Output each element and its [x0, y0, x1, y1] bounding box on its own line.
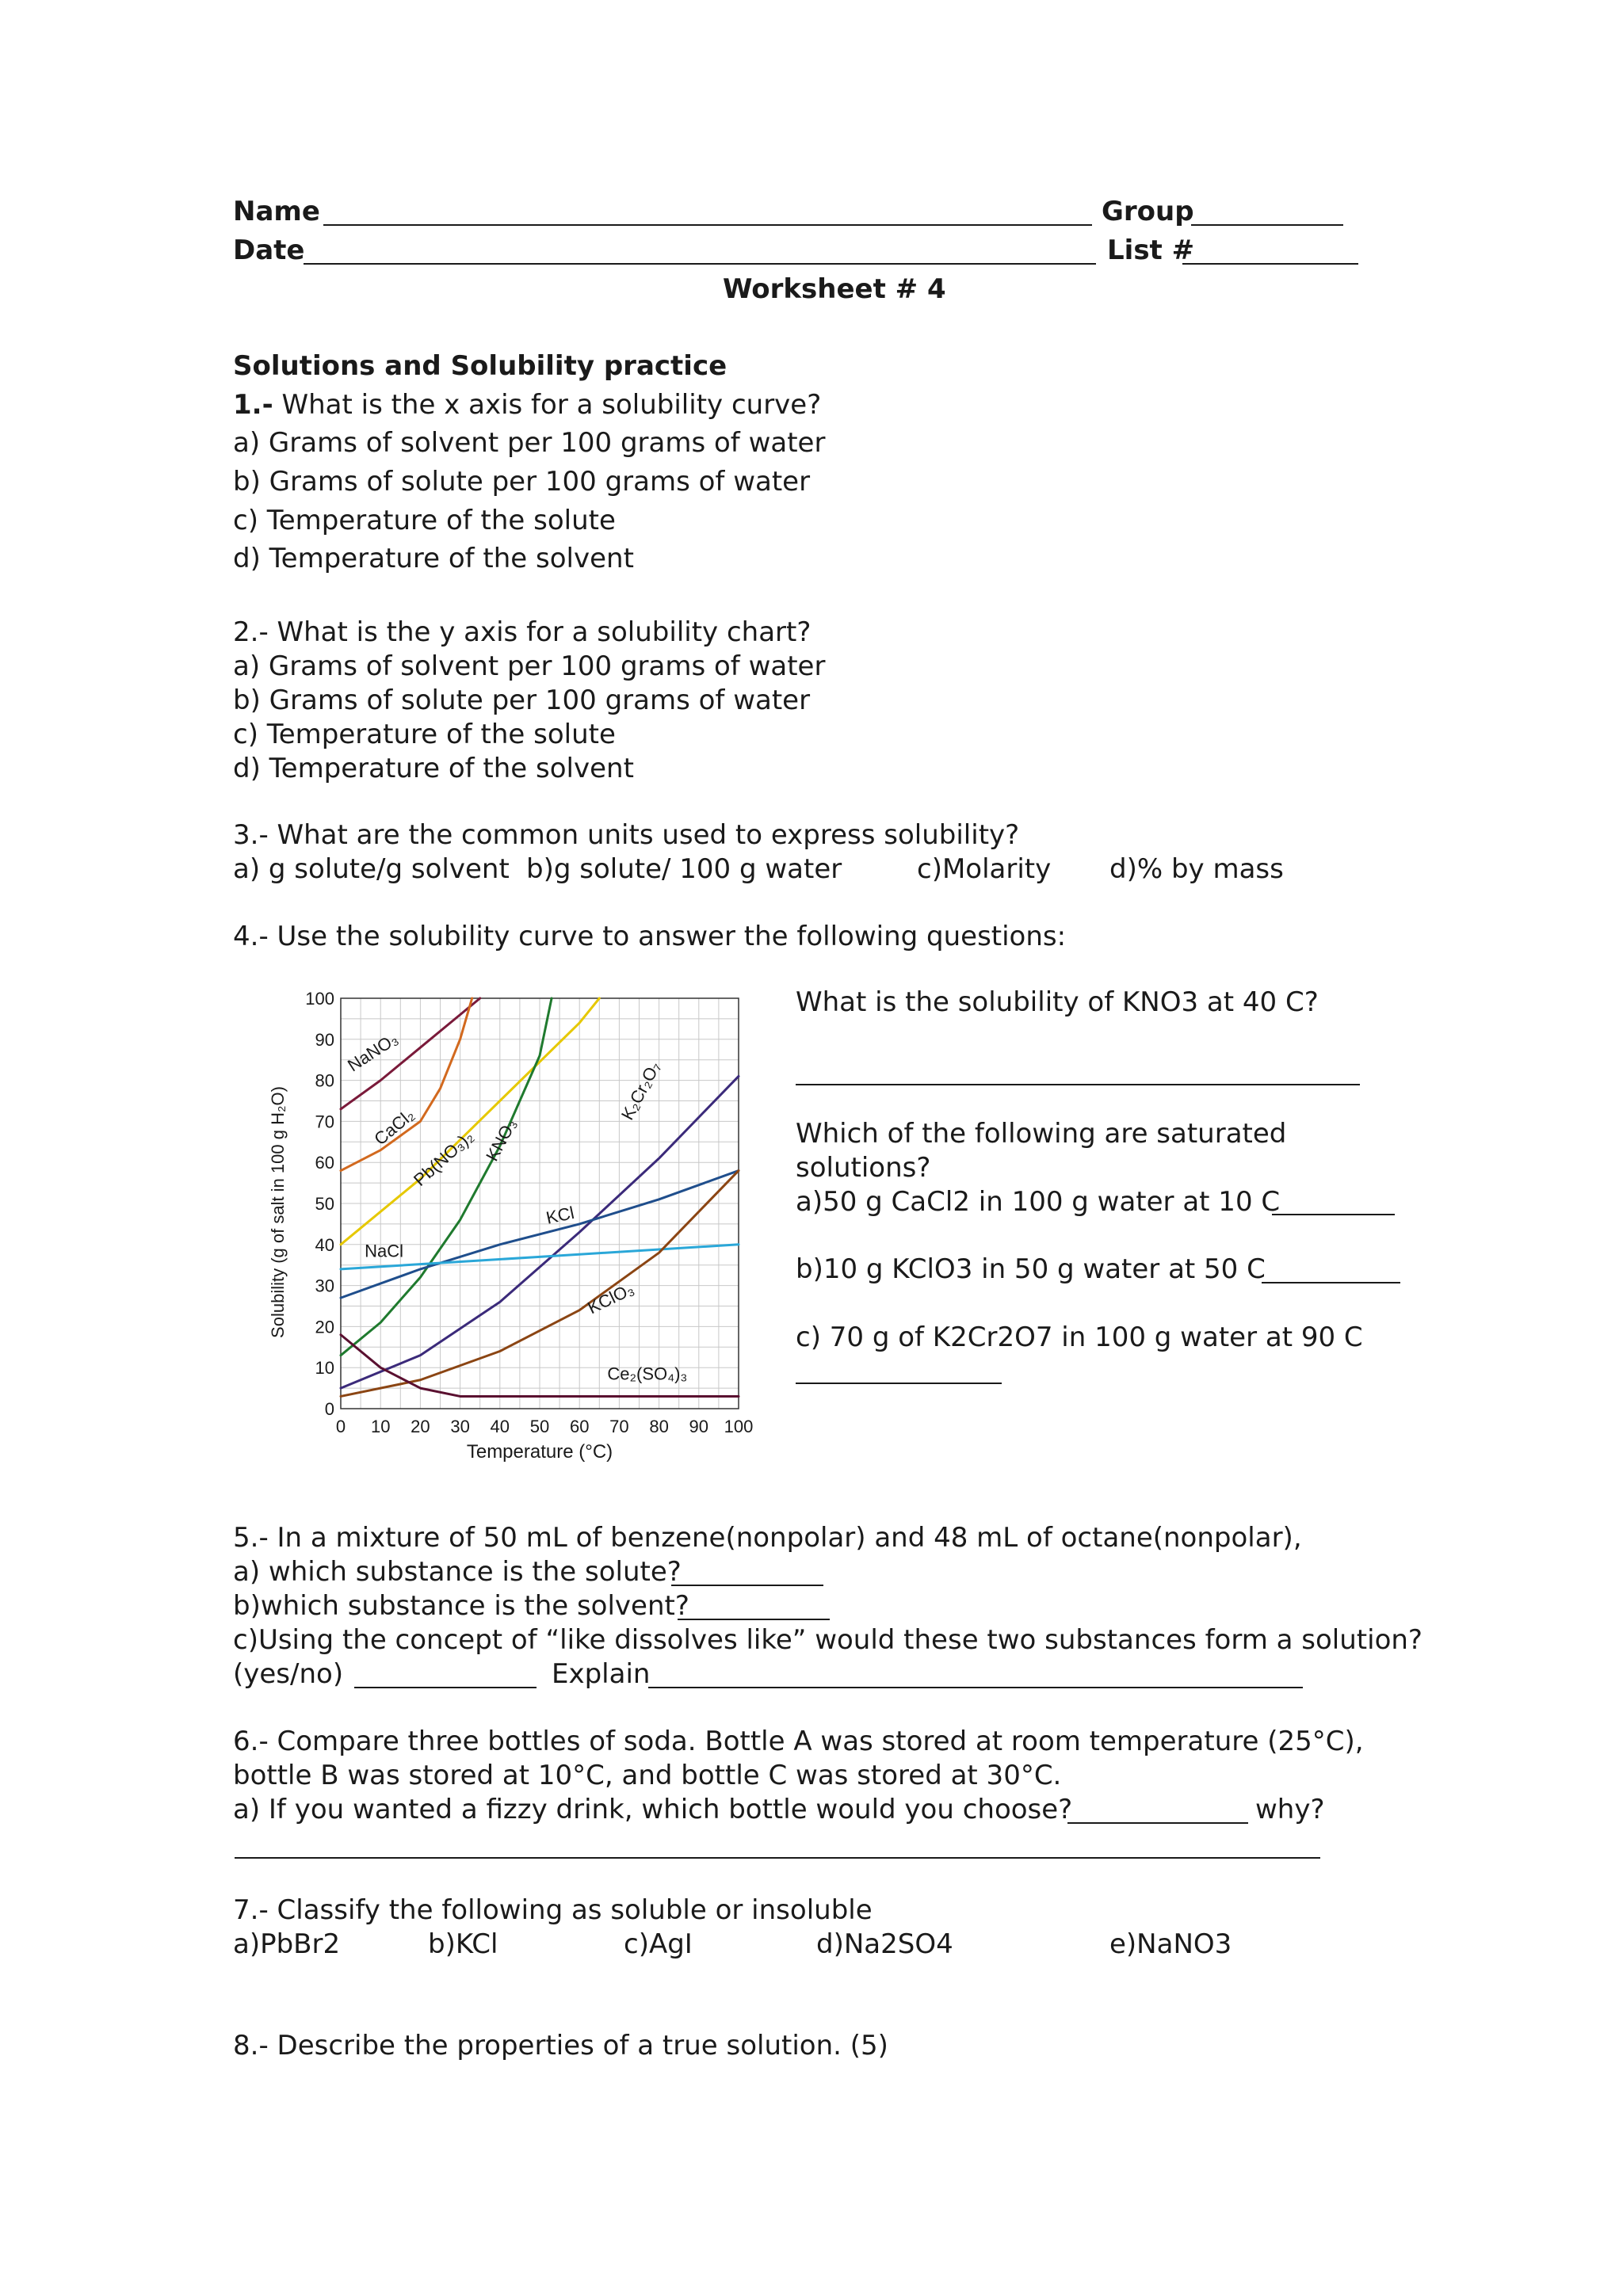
x-tick-label: 90: [689, 1417, 709, 1436]
series-label: KNO₃: [482, 1115, 521, 1165]
series-label: NaCl: [365, 1241, 404, 1261]
q1-option-a: a) Grams of solvent per 100 grams of water: [233, 427, 826, 459]
q7-option-a: a)PbBr2: [233, 1928, 341, 1960]
q7-option-d: d)Na2SO4: [816, 1928, 953, 1960]
x-tick-label: 30: [450, 1417, 470, 1436]
list-label: List #: [1107, 235, 1195, 266]
q1-text: What is the x axis for a solubility curve?: [273, 389, 822, 421]
q8-question: 8.- Describe the properties of a true solution. (5): [233, 2030, 888, 2061]
q2-option-d: d) Temperature of the solvent: [233, 753, 634, 784]
q6-why-label: why?: [1255, 1794, 1325, 1825]
date-field[interactable]: [304, 263, 1096, 265]
x-tick-label: 60: [569, 1417, 590, 1436]
q5-explain-label: Explain: [552, 1658, 651, 1690]
q6-line3: a) If you wanted a fizzy drink, which bottle would you choose?: [233, 1794, 1073, 1825]
q4-question: 4.- Use the solubility curve to answer the following questions:: [233, 921, 1067, 952]
q5-part-c: c)Using the concept of “like dissolves like” would these two substances form a solution?: [233, 1624, 1423, 1656]
q5-yes-no-label: (yes/no): [233, 1658, 344, 1690]
date-label: Date: [233, 235, 305, 266]
q1-option-b: b) Grams of solute per 100 grams of water: [233, 466, 811, 498]
q3-option-a: a) g solute/g solvent: [233, 853, 510, 885]
y-tick-label: 10: [315, 1358, 334, 1379]
q2-option-a: a) Grams of solvent per 100 grams of water: [233, 650, 826, 682]
q6-line2: bottle B was stored at 10°C, and bottle C was stored at 30°C.: [233, 1760, 1062, 1791]
list-field[interactable]: [1182, 263, 1358, 265]
series-label: KCl: [544, 1202, 576, 1228]
chart-ylabel: Solubility (g of salt in 100 g H₂O): [268, 1086, 288, 1338]
y-tick-label: 50: [315, 1194, 334, 1214]
q4-sub-b-answer-line[interactable]: [1262, 1282, 1400, 1283]
y-tick-label: 0: [324, 1399, 334, 1419]
q1-question: [233, 389, 821, 421]
y-tick-label: 30: [315, 1276, 334, 1296]
series-label: K₂Cr₂O₇: [617, 1058, 665, 1123]
series-label: KClO₃: [584, 1278, 637, 1318]
solubility-chart: [262, 982, 753, 1474]
section-title: Solutions and Solubility practice: [233, 350, 727, 382]
q5-part-a: a) which substance is the solute?: [233, 1556, 682, 1588]
series-label: Ce₂(SO₄)₃: [607, 1363, 688, 1384]
q2-option-c: c) Temperature of the solute: [233, 719, 616, 750]
x-tick-label: 80: [649, 1417, 669, 1436]
q6-line1: 6.- Compare three bottles of soda. Bottle A was stored at room temperature (25°C),: [233, 1726, 1364, 1757]
name-label: Name: [233, 196, 320, 227]
q4-saturated-question-line2: solutions?: [796, 1152, 931, 1184]
q4-kno3-answer-line[interactable]: [796, 1084, 1360, 1085]
q7-option-b: b)KCl: [428, 1928, 498, 1960]
q4-kno3-question: What is the solubility of KNO3 at 40 C?: [796, 986, 1319, 1018]
q7-option-e: e)NaNO3: [1109, 1928, 1232, 1960]
chart-xlabel: Temperature (°C): [466, 1441, 613, 1463]
series-label: Pb(NO₃)₂: [410, 1126, 478, 1190]
q4-saturated-question-line1: Which of the following are saturated: [796, 1118, 1287, 1150]
y-tick-label: 40: [315, 1234, 334, 1255]
y-tick-label: 100: [305, 989, 334, 1009]
q5-question: 5.- In a mixture of 50 mL of benzene(nonpolar) and 48 mL of octane(nonpolar),: [233, 1522, 1302, 1554]
q3-option-d: d)% by mass: [1109, 853, 1284, 885]
x-tick-label: 40: [490, 1417, 510, 1436]
q3-option-c: c)Molarity: [917, 853, 1052, 885]
series-label: NaNO₃: [344, 1028, 402, 1076]
x-tick-label: 0: [335, 1417, 346, 1436]
q2-option-b: b) Grams of solute per 100 grams of water: [233, 685, 811, 716]
q1-option-c: c) Temperature of the solute: [233, 505, 616, 536]
group-label: Group: [1102, 196, 1194, 227]
group-field[interactable]: [1191, 224, 1343, 226]
q1-number: 1.-: [233, 389, 273, 421]
q5-yes-no-answer-line[interactable]: [354, 1687, 537, 1688]
q5-part-b: b)which substance is the solvent?: [233, 1590, 689, 1622]
y-tick-label: 80: [315, 1070, 334, 1091]
worksheet-title: Worksheet # 4: [723, 273, 946, 305]
x-tick-label: 70: [609, 1417, 629, 1436]
x-tick-label: 10: [370, 1417, 391, 1436]
x-tick-label: 100: [724, 1417, 753, 1436]
y-tick-label: 60: [315, 1153, 334, 1173]
x-tick-label: 50: [529, 1417, 550, 1436]
y-tick-label: 90: [315, 1029, 334, 1050]
q4-sub-c-answer-line[interactable]: [796, 1383, 1002, 1384]
q5-part-a-answer-line[interactable]: [671, 1585, 823, 1586]
q4-sub-a: a)50 g CaCl2 in 100 g water at 10 C: [796, 1186, 1281, 1218]
q3-option-b: b)g solute/ 100 g water: [526, 853, 842, 885]
q4-sub-b: b)10 g KClO3 in 50 g water at 50 C: [796, 1253, 1266, 1285]
q5-part-b-answer-line[interactable]: [678, 1619, 830, 1620]
q7-question: 7.- Classify the following as soluble or insoluble: [233, 1894, 873, 1926]
y-tick-label: 20: [315, 1317, 334, 1337]
y-tick-label: 70: [315, 1112, 334, 1132]
q7-option-c: c)AgI: [624, 1928, 693, 1960]
series-label: CaCl₂: [370, 1104, 418, 1150]
chart-grid: [341, 998, 739, 1409]
name-field[interactable]: [323, 224, 1092, 226]
q1-option-d: d) Temperature of the solvent: [233, 543, 634, 574]
q4-sub-a-answer-line[interactable]: [1272, 1214, 1395, 1215]
q4-sub-c: c) 70 g of K2Cr2O7 in 100 g water at 90 C: [796, 1322, 1363, 1353]
q2-question: 2.- What is the y axis for a solubility chart?: [233, 616, 812, 648]
x-tick-label: 20: [411, 1417, 430, 1436]
q6-bottle-answer-line[interactable]: [1067, 1822, 1248, 1824]
q5-explain-answer-line[interactable]: [648, 1687, 1303, 1688]
q3-question: 3.- What are the common units used to express solubility?: [233, 819, 1020, 851]
q6-why-answer-line[interactable]: [235, 1857, 1320, 1859]
